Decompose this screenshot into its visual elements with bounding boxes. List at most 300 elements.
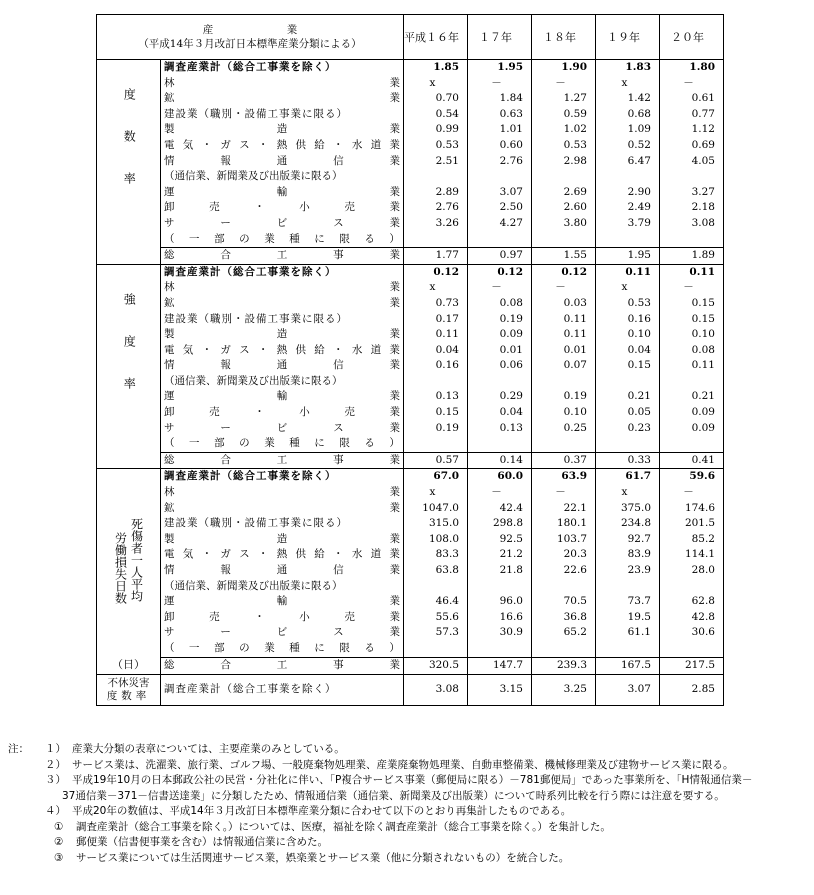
value-cell: 62.8 <box>660 594 724 610</box>
value-cell <box>596 232 660 248</box>
value-cell: 0.15 <box>660 312 724 328</box>
unit-label: （日） <box>112 658 145 672</box>
table-row <box>97 358 724 374</box>
value-cell: 1.77 <box>404 248 468 265</box>
value-cell: 0.19 <box>532 389 596 405</box>
table-row <box>97 532 724 548</box>
value-cell: 239.3 <box>532 657 596 674</box>
year-header: 平成１６年 <box>404 15 468 60</box>
value-cell: 0.11 <box>532 327 596 343</box>
value-cell: 2.90 <box>596 185 660 201</box>
value-cell: 0.04 <box>468 405 532 421</box>
value-cell: 0.70 <box>404 91 468 107</box>
value-cell: － <box>532 485 596 501</box>
value-cell: － <box>468 280 532 296</box>
value-cell: 30.6 <box>660 625 724 641</box>
table-row <box>97 452 724 469</box>
value-cell: 0.77 <box>660 107 724 123</box>
value-cell: 0.61 <box>660 91 724 107</box>
value-cell: 1.90 <box>532 60 596 76</box>
value-cell: 0.60 <box>468 138 532 154</box>
value-cell: 0.53 <box>404 138 468 154</box>
value-cell: 0.33 <box>596 452 660 469</box>
value-cell: 23.9 <box>596 563 660 579</box>
table-row <box>97 389 724 405</box>
note-number: ３） <box>45 774 66 786</box>
table-row <box>97 264 724 280</box>
industry-name: 運 輸 業 <box>164 185 400 198</box>
industry-name-cell <box>161 107 404 123</box>
table-row <box>97 91 724 107</box>
table-row <box>97 594 724 610</box>
industry-name: 製 造 業 <box>164 532 400 545</box>
value-cell: 375.0 <box>596 501 660 517</box>
value-cell: － <box>532 280 596 296</box>
value-cell: 0.21 <box>596 389 660 405</box>
value-cell: 28.0 <box>660 563 724 579</box>
industry-name: 林 業 <box>164 76 400 89</box>
industry-name-cell <box>161 594 404 610</box>
value-cell: 0.63 <box>468 107 532 123</box>
industry-name-cell <box>161 327 404 343</box>
value-cell <box>404 579 468 595</box>
value-cell: 19.5 <box>596 610 660 626</box>
value-cell: 0.12 <box>468 264 532 280</box>
value-cell: 103.7 <box>532 532 596 548</box>
industry-name-cell <box>161 343 404 359</box>
value-cell: － <box>468 485 532 501</box>
note-item <box>8 742 808 758</box>
value-cell: 3.15 <box>468 674 532 705</box>
value-cell: 0.01 <box>532 343 596 359</box>
table-row <box>97 485 724 501</box>
value-cell: 1.80 <box>660 60 724 76</box>
value-cell: 3.07 <box>596 674 660 705</box>
industry-name: 建設業（職別・設備工事業に限る） <box>164 517 348 530</box>
industry-name: 鉱 業 <box>164 501 400 514</box>
note-item-continuation <box>8 789 808 805</box>
note-number: ２） <box>45 758 66 771</box>
note-number: ４） <box>45 805 66 817</box>
value-cell <box>532 374 596 390</box>
value-cell: x <box>596 76 660 92</box>
value-cell: 0.07 <box>532 358 596 374</box>
value-cell: 2.76 <box>404 200 468 216</box>
value-cell: 0.23 <box>596 421 660 437</box>
industry-name-cell <box>161 216 404 232</box>
table-row <box>97 169 724 185</box>
table-row <box>97 138 724 154</box>
table-row <box>97 185 724 201</box>
metric-label-line: 労働損失日数 <box>113 532 128 605</box>
metric-label-cell <box>97 469 161 657</box>
value-cell: 298.8 <box>468 516 532 532</box>
value-cell: 0.06 <box>468 358 532 374</box>
table-row <box>97 374 724 390</box>
value-cell: 315.0 <box>404 516 468 532</box>
value-cell: 59.6 <box>660 469 724 485</box>
industry-header <box>97 15 404 60</box>
value-cell: 63.9 <box>532 469 596 485</box>
value-cell: 0.04 <box>404 343 468 359</box>
value-cell: 0.10 <box>532 405 596 421</box>
value-cell: 63.8 <box>404 563 468 579</box>
note-subitem <box>8 835 808 851</box>
value-cell <box>660 232 724 248</box>
industry-name: 電 気 ・ ガ ス ・ 熱 供 給 ・ 水 道 業 <box>164 138 400 151</box>
value-cell: 16.6 <box>468 610 532 626</box>
table-row <box>97 657 724 674</box>
value-cell: 0.05 <box>596 405 660 421</box>
industry-name: 卸 売 ・ 小 売 業 <box>164 201 400 214</box>
value-cell: 2.69 <box>532 185 596 201</box>
metric-label: 度数率 <box>122 88 137 215</box>
value-cell: 0.11 <box>532 312 596 328</box>
value-cell <box>404 169 468 185</box>
note-number: １） <box>45 743 66 755</box>
notes <box>8 742 808 866</box>
note-subitem-text: 郵便業（信書便事業を含む）は情報通信業に含めた。 <box>76 836 328 848</box>
industry-name-cell <box>161 657 404 674</box>
value-cell: 30.9 <box>468 625 532 641</box>
industry-name-cell <box>161 547 404 563</box>
value-cell: 0.68 <box>596 107 660 123</box>
industry-name-cell <box>161 579 404 595</box>
value-cell: 0.19 <box>468 312 532 328</box>
metric-unit-cell <box>97 248 161 265</box>
table-row <box>97 547 724 563</box>
industry-name: 運 輸 業 <box>164 595 400 608</box>
value-cell: 1.01 <box>468 122 532 138</box>
value-cell: 0.25 <box>532 421 596 437</box>
industry-name: 調査産業計（総合工事業を除く） <box>164 61 337 73</box>
industry-name: サ ー ビ ス 業 <box>164 626 400 639</box>
year-header: ２０年 <box>660 15 724 60</box>
value-cell: 0.13 <box>468 421 532 437</box>
value-cell: 320.5 <box>404 657 468 674</box>
value-cell: 0.54 <box>404 107 468 123</box>
value-cell: 96.0 <box>468 594 532 610</box>
industry-name: 情 報 通 信 業 <box>164 359 400 372</box>
table-row <box>97 312 724 328</box>
industry-name-cell <box>161 312 404 328</box>
metric-label-line: 死傷者一人平均 <box>129 518 144 603</box>
value-cell: 0.11 <box>660 264 724 280</box>
value-cell: 0.29 <box>468 389 532 405</box>
value-cell: 22.6 <box>532 563 596 579</box>
value-cell: 0.03 <box>532 296 596 312</box>
industry-name-cell <box>161 389 404 405</box>
note-subitem-number: ② <box>54 836 64 848</box>
industry-name: 製 造 業 <box>164 328 400 341</box>
value-cell: 0.09 <box>660 405 724 421</box>
note-subitem-text: 調査産業計（総合工事業を除く。）については、医療，福祉を除く調査産業計（総合工事業を除く。）を集計した。 <box>76 820 611 833</box>
value-cell: 1.83 <box>596 60 660 76</box>
value-cell: 3.07 <box>468 185 532 201</box>
industry-name-cell <box>161 232 404 248</box>
value-cell: 180.1 <box>532 516 596 532</box>
value-cell: 2.60 <box>532 200 596 216</box>
metric-unit-cell <box>97 452 161 469</box>
note-item <box>8 804 808 820</box>
value-cell <box>404 641 468 657</box>
header-row <box>97 15 724 60</box>
value-cell <box>532 579 596 595</box>
value-cell <box>596 436 660 452</box>
value-cell: 0.41 <box>660 452 724 469</box>
industry-name: サ ー ビ ス 業 <box>164 216 400 229</box>
industry-name: 電 気 ・ ガ ス ・ 熱 供 給 ・ 水 道 業 <box>164 343 400 356</box>
metric-label <box>114 516 144 604</box>
industry-name-cell <box>161 154 404 170</box>
value-cell: 0.53 <box>596 296 660 312</box>
value-cell: 73.7 <box>596 594 660 610</box>
value-cell: 55.6 <box>404 610 468 626</box>
industry-name: 調査産業計（総合工事業を除く） <box>164 470 337 483</box>
industry-subtitle: （平成14年３月改訂日本標準産業分類による） <box>138 38 362 50</box>
value-cell: 201.5 <box>660 516 724 532</box>
value-cell <box>596 374 660 390</box>
industry-name: 林 業 <box>164 281 400 294</box>
value-cell: 0.01 <box>468 343 532 359</box>
industry-name-cell <box>161 469 404 485</box>
year-header: １７年 <box>468 15 532 60</box>
industry-name-cell <box>161 248 404 265</box>
value-cell: － <box>660 280 724 296</box>
table-row <box>97 421 724 437</box>
note-subitem-number: ③ <box>54 851 64 864</box>
industry-name-cell <box>161 485 404 501</box>
industry-name: （通信業、新聞業及び出版業に限る） <box>164 579 343 592</box>
value-cell <box>404 436 468 452</box>
value-cell: 1.42 <box>596 91 660 107</box>
table-row <box>97 516 724 532</box>
industry-name-cell <box>161 374 404 390</box>
value-cell: 3.25 <box>532 674 596 705</box>
industry-name-cell <box>161 501 404 517</box>
value-cell: 22.1 <box>532 501 596 517</box>
value-cell <box>468 169 532 185</box>
value-cell: 0.12 <box>532 264 596 280</box>
value-cell <box>596 169 660 185</box>
industry-name: （通信業、新聞業及び出版業に限る） <box>164 374 343 387</box>
industry-name: 鉱 業 <box>164 296 400 309</box>
value-cell: 234.8 <box>596 516 660 532</box>
industry-name: 調査産業計（総合工事業を除く） <box>164 265 337 278</box>
value-cell: 57.3 <box>404 625 468 641</box>
year-header: １８年 <box>532 15 596 60</box>
value-cell: 2.98 <box>532 154 596 170</box>
statistics-table <box>96 14 724 706</box>
table-row <box>97 610 724 626</box>
value-cell: 3.26 <box>404 216 468 232</box>
value-cell: 0.10 <box>596 327 660 343</box>
value-cell: 3.08 <box>660 216 724 232</box>
industry-name: 電 気 ・ ガ ス ・ 熱 供 給 ・ 水 道 業 <box>164 548 400 561</box>
value-cell: 2.76 <box>468 154 532 170</box>
value-cell: 0.11 <box>660 358 724 374</box>
metric-label-cell <box>97 264 161 452</box>
table-row <box>97 60 724 76</box>
value-cell: 1.09 <box>596 122 660 138</box>
value-cell: 2.85 <box>660 674 724 705</box>
industry-name: 運 輸 業 <box>164 390 400 403</box>
value-cell: 0.53 <box>532 138 596 154</box>
note-subitem-text: サービス業については生活関連サービス業，娯楽業とサービス業（他に分類されないもの）を統合した。 <box>76 851 570 864</box>
metric-label: 強度率 <box>122 292 137 419</box>
table-row <box>97 280 724 296</box>
value-cell <box>468 579 532 595</box>
table-row <box>97 327 724 343</box>
industry-name-cell <box>161 610 404 626</box>
industry-name: 建設業（職別・設備工事業に限る） <box>164 312 348 325</box>
value-cell: 1.95 <box>596 248 660 265</box>
value-cell: 61.1 <box>596 625 660 641</box>
value-cell <box>532 232 596 248</box>
value-cell: x <box>596 280 660 296</box>
value-cell: 2.18 <box>660 200 724 216</box>
table-row <box>97 469 724 485</box>
industry-name: 調査産業計（総合工事業を除く） <box>164 682 337 695</box>
value-cell: 1.85 <box>404 60 468 76</box>
value-cell: 108.0 <box>404 532 468 548</box>
note-text: 産業大分類の表章については、主要産業のみとしている。 <box>72 743 345 755</box>
value-cell: 0.11 <box>404 327 468 343</box>
value-cell: 92.5 <box>468 532 532 548</box>
value-cell: 0.04 <box>596 343 660 359</box>
industry-name: 情 報 通 信 業 <box>164 154 400 167</box>
note-subitem <box>8 820 808 836</box>
value-cell: 0.19 <box>404 421 468 437</box>
industry-name: （ 一 部 の 業 種 に 限 る ） <box>164 641 400 654</box>
value-cell: － <box>660 485 724 501</box>
value-cell: － <box>532 76 596 92</box>
value-cell: 1.55 <box>532 248 596 265</box>
value-cell: 2.49 <box>596 200 660 216</box>
value-cell: 21.2 <box>468 547 532 563</box>
value-cell: 61.7 <box>596 469 660 485</box>
industry-name-cell <box>161 436 404 452</box>
industry-name: （通信業、新聞業及び出版業に限る） <box>164 170 343 183</box>
note-item <box>8 773 808 789</box>
note-text: 平成20年の数値は、平成14年３月改訂日本標準産業分類に合わせて以下のとおり再集計したものである。 <box>72 805 572 817</box>
value-cell: 1.12 <box>660 122 724 138</box>
table-row <box>97 641 724 657</box>
industry-name: サ ー ビ ス 業 <box>164 421 400 434</box>
industry-name-cell <box>161 532 404 548</box>
value-cell: 0.08 <box>660 343 724 359</box>
industry-name: 鉱 業 <box>164 92 400 105</box>
industry-title: 産 業 <box>202 24 298 36</box>
value-cell: 1047.0 <box>404 501 468 517</box>
metric-label-cell <box>97 60 161 248</box>
note-subitem <box>8 851 808 867</box>
value-cell <box>404 232 468 248</box>
value-cell <box>596 579 660 595</box>
note-text: サービス業は、洗濯業、旅行業、ゴルフ場、一般廃棄物処理業、産業廃棄物処理業、自動車整備業、機械修理業及び建物サービス業に限る。 <box>72 758 734 771</box>
value-cell: 60.0 <box>468 469 532 485</box>
year-header: １９年 <box>596 15 660 60</box>
industry-name-cell <box>161 452 404 469</box>
value-cell <box>404 374 468 390</box>
value-cell: 0.08 <box>468 296 532 312</box>
value-cell: 0.11 <box>596 264 660 280</box>
table-row <box>97 154 724 170</box>
table-row-nonleave <box>97 674 724 705</box>
value-cell: 0.13 <box>404 389 468 405</box>
value-cell: 0.15 <box>596 358 660 374</box>
table-row <box>97 343 724 359</box>
table-row <box>97 436 724 452</box>
industry-name-cell <box>161 264 404 280</box>
table-row <box>97 76 724 92</box>
notes-prefix: 注： <box>8 743 29 755</box>
industry-name: 製 造 業 <box>164 123 400 136</box>
industry-name-cell <box>161 641 404 657</box>
value-cell: 4.05 <box>660 154 724 170</box>
value-cell: 3.80 <box>532 216 596 232</box>
value-cell: 21.8 <box>468 563 532 579</box>
metric-label-line: 不休災害 <box>107 676 150 689</box>
industry-name-cell <box>161 563 404 579</box>
industry-name-cell <box>161 60 404 76</box>
value-cell: 6.47 <box>596 154 660 170</box>
value-cell: 147.7 <box>468 657 532 674</box>
value-cell: 0.15 <box>404 405 468 421</box>
value-cell: 114.1 <box>660 547 724 563</box>
value-cell: 1.27 <box>532 91 596 107</box>
value-cell: 36.8 <box>532 610 596 626</box>
value-cell <box>532 169 596 185</box>
value-cell <box>532 436 596 452</box>
value-cell: 0.21 <box>660 389 724 405</box>
note-text: 37通信業－371－信書送達業」に分類したため、情報通信業（通信業、新聞業及び出版業）について時系列比較を行う際には注意を要する。 <box>62 789 725 802</box>
table-row <box>97 200 724 216</box>
value-cell <box>660 436 724 452</box>
value-cell: 0.37 <box>532 452 596 469</box>
value-cell: 3.27 <box>660 185 724 201</box>
value-cell <box>660 169 724 185</box>
industry-name-cell <box>161 421 404 437</box>
table-row <box>97 216 724 232</box>
industry-name-cell <box>161 200 404 216</box>
value-cell: 20.3 <box>532 547 596 563</box>
industry-name-cell <box>161 185 404 201</box>
value-cell: 42.4 <box>468 501 532 517</box>
metric-unit-cell <box>97 657 161 674</box>
table-row <box>97 625 724 641</box>
value-cell: 46.4 <box>404 594 468 610</box>
industry-name: 卸 売 ・ 小 売 業 <box>164 610 400 623</box>
value-cell: 2.51 <box>404 154 468 170</box>
value-cell: 1.84 <box>468 91 532 107</box>
note-text: 平成19年10月の日本郵政公社の民営・分社化に伴い、「P複合サービス事業（郵便局に限る）－781郵便局」であった事業所を、「H情報通信業－ <box>72 774 753 786</box>
value-cell <box>468 436 532 452</box>
value-cell <box>532 641 596 657</box>
industry-name: 総 合 工 事 業 <box>164 453 400 466</box>
value-cell: 0.12 <box>404 264 468 280</box>
value-cell: 217.5 <box>660 657 724 674</box>
value-cell: 92.7 <box>596 532 660 548</box>
metric-label-line: 度数率 <box>106 689 151 702</box>
value-cell: 0.16 <box>596 312 660 328</box>
value-cell: 0.99 <box>404 122 468 138</box>
value-cell <box>660 374 724 390</box>
value-cell: 0.59 <box>532 107 596 123</box>
table-row <box>97 563 724 579</box>
value-cell <box>660 579 724 595</box>
industry-name: 建設業（職別・設備工事業に限る） <box>164 107 348 120</box>
